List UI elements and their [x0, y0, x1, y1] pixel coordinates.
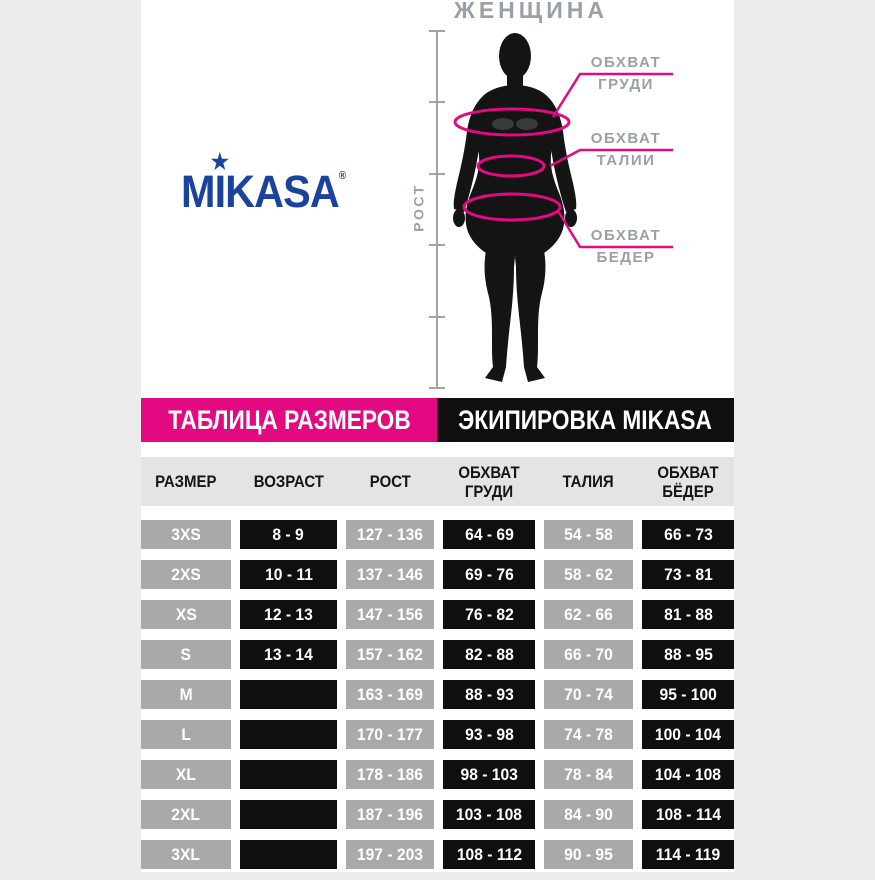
table-cell: 13 - 14 [240, 640, 337, 669]
table-cell [240, 800, 337, 829]
table-cell: 78 - 84 [544, 760, 633, 789]
table-cell: 88 - 93 [443, 680, 535, 709]
table-cell [240, 760, 337, 789]
height-axis-label: РОСТ [410, 183, 427, 232]
chest-measure-label [566, 52, 686, 96]
table-cell: M [141, 680, 231, 709]
table-cell: 98 - 103 [443, 760, 535, 789]
table-cell: 127 - 136 [346, 520, 434, 549]
table-cell [240, 840, 337, 869]
logo-letter-i: I [214, 166, 226, 217]
table-cell: 104 - 108 [642, 760, 734, 789]
column-header-age: ВОЗРАСТ [253, 472, 324, 491]
size-table-body [141, 520, 734, 880]
table-cell: 74 - 78 [544, 720, 633, 749]
table-cell: 103 - 108 [443, 800, 535, 829]
table-cell: 197 - 203 [346, 840, 434, 869]
table-cell: 178 - 186 [346, 760, 434, 789]
table-cell: 84 - 90 [544, 800, 633, 829]
table-cell: 58 - 62 [544, 560, 633, 589]
logo-letters-kasa: KASA [225, 166, 339, 217]
table-cell: 88 - 95 [642, 640, 734, 669]
table-cell: 170 - 177 [346, 720, 434, 749]
column-header-waist: ТАЛИЯ [562, 472, 615, 491]
table-cell: S [141, 640, 231, 669]
chest-label-line2: ГРУДИ [598, 76, 654, 93]
hips-label-line2: БЕДЕР [596, 249, 656, 266]
table-row [141, 760, 734, 789]
table-cell: 54 - 58 [544, 520, 633, 549]
table-cell: 3XS [141, 520, 231, 549]
hips-label-line1: ОБХВАТ [590, 227, 662, 244]
table-cell: 3XL [141, 840, 231, 869]
table-cell [240, 680, 337, 709]
table-row [141, 720, 734, 749]
banner-right-label: ЭКИПИРОВКА MIKASA [458, 404, 713, 435]
table-cell: XL [141, 760, 231, 789]
column-header-size: РАЗМЕР [155, 472, 217, 491]
table-cell: 2XL [141, 800, 231, 829]
table-cell: 90 - 95 [544, 840, 633, 869]
table-cell: 10 - 11 [240, 560, 337, 589]
registered-mark: ® [338, 170, 347, 182]
table-cell: 12 - 13 [240, 600, 337, 629]
table-cell: 2XS [141, 560, 231, 589]
table-cell: 147 - 156 [346, 600, 434, 629]
table-cell: 93 - 98 [443, 720, 535, 749]
table-cell: 114 - 119 [642, 840, 734, 869]
table-cell: 66 - 70 [544, 640, 633, 669]
table-cell: XS [141, 600, 231, 629]
table-cell: 82 - 88 [443, 640, 535, 669]
table-cell: 69 - 76 [443, 560, 535, 589]
table-cell: 100 - 104 [642, 720, 734, 749]
female-silhouette [453, 33, 577, 382]
table-row [141, 680, 734, 709]
banner [141, 398, 734, 442]
table-cell: L [141, 720, 231, 749]
banner-left [141, 398, 437, 442]
height-ruler [429, 31, 445, 388]
table-cell: 70 - 74 [544, 680, 633, 709]
banner-left-label: ТАБЛИЦА РАЗМЕРОВ [167, 404, 411, 435]
table-cell: 62 - 66 [544, 600, 633, 629]
mikasa-logo [181, 149, 371, 230]
size-table-header [141, 457, 734, 506]
table-cell: 187 - 196 [346, 800, 434, 829]
star-icon: ★ [210, 149, 229, 174]
table-cell: 81 - 88 [642, 600, 734, 629]
table-cell: 66 - 73 [642, 520, 734, 549]
table-cell: 95 - 100 [642, 680, 734, 709]
table-cell: 108 - 112 [443, 840, 535, 869]
table-cell: 157 - 162 [346, 640, 434, 669]
waist-label-line1: ОБХВАТ [590, 130, 662, 147]
table-cell: 137 - 146 [346, 560, 434, 589]
column-header-chest: ОБХВАТ ГРУДИ [458, 462, 520, 501]
table-row [141, 560, 734, 589]
table-row [141, 600, 734, 629]
table-row [141, 520, 734, 549]
table-cell: 64 - 69 [443, 520, 535, 549]
banner-right [437, 398, 734, 442]
table-cell [240, 720, 337, 749]
table-row [141, 640, 734, 669]
logo-letter-m: M [181, 166, 215, 217]
hips-measure-label [566, 225, 686, 269]
table-cell: 8 - 9 [240, 520, 337, 549]
chest-label-line1: ОБХВАТ [590, 54, 662, 71]
column-header-height: РОСТ [369, 472, 411, 491]
table-row [141, 800, 734, 829]
table-cell: 76 - 82 [443, 600, 535, 629]
table-cell: 163 - 169 [346, 680, 434, 709]
table-cell: 73 - 81 [642, 560, 734, 589]
waist-label-line2: ТАЛИИ [596, 152, 656, 169]
waist-measure-label [566, 128, 686, 172]
page-title: ЖЕНЩИНА [454, 0, 608, 23]
table-row [141, 840, 734, 869]
infographic-card [141, 0, 734, 872]
table-cell: 108 - 114 [642, 800, 734, 829]
column-header-hips: ОБХВАТ БЁДЕР [657, 462, 719, 501]
